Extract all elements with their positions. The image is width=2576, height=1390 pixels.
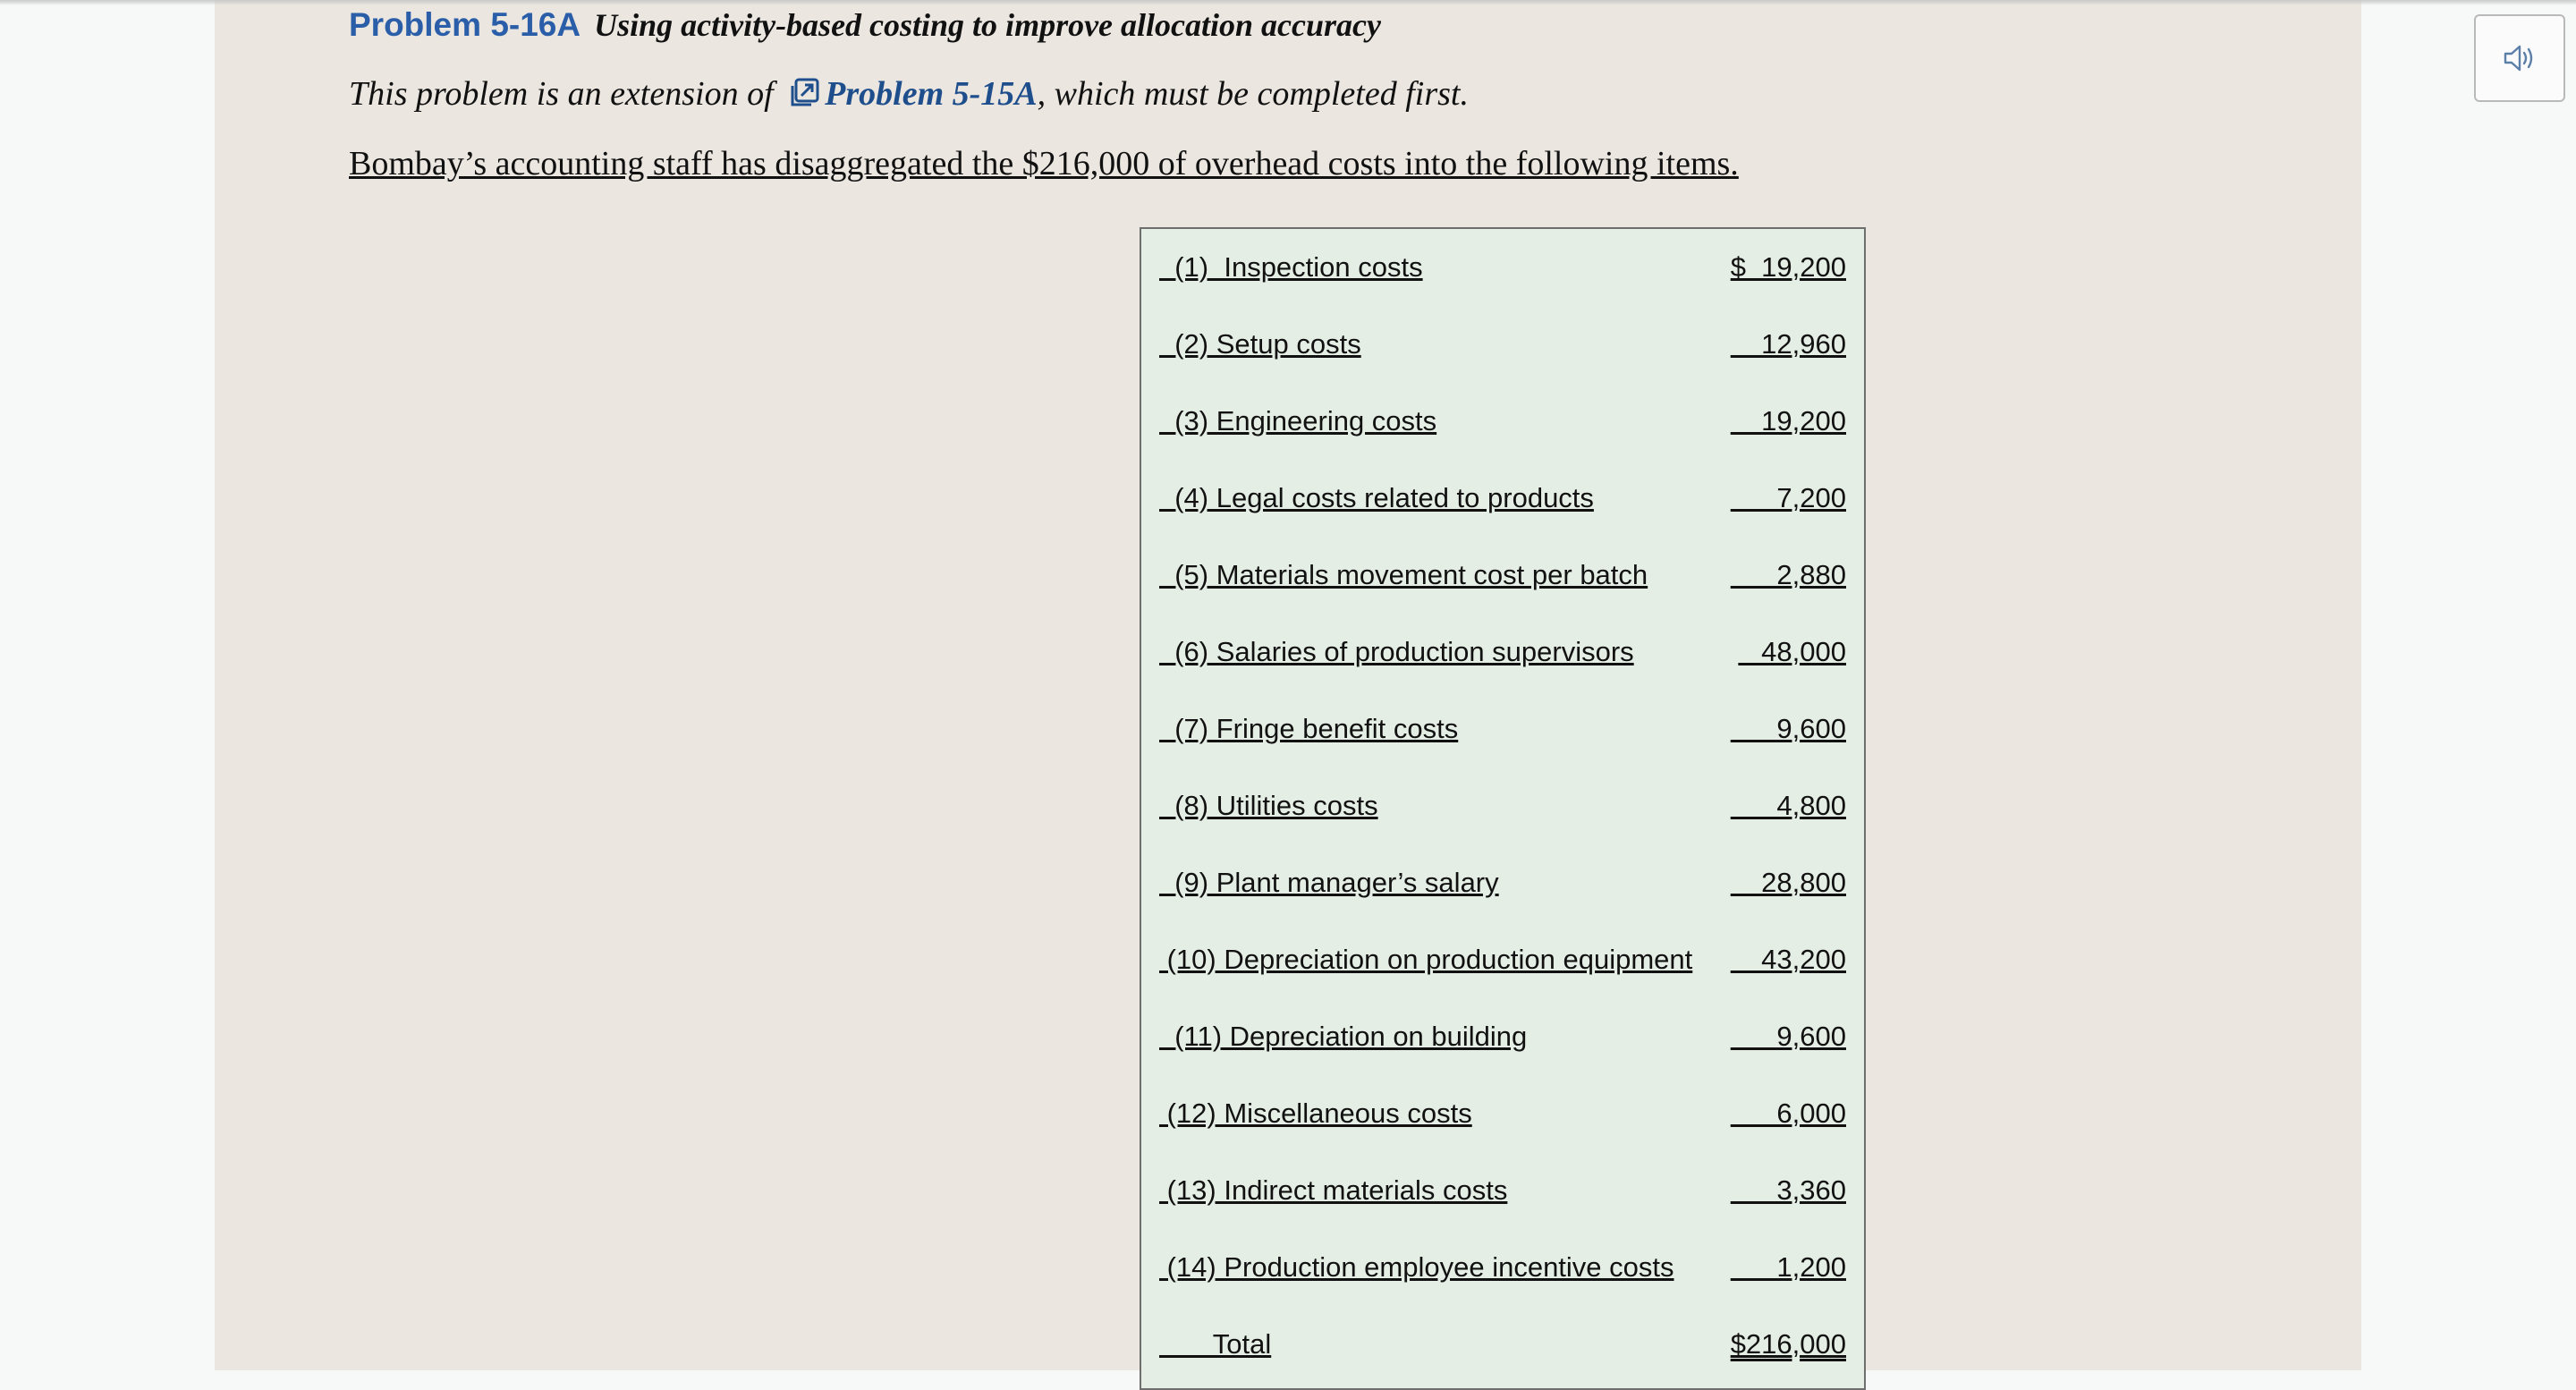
cost-item-amount: 3,360 xyxy=(1730,1174,1846,1206)
overhead-cost-table xyxy=(1140,227,1866,1390)
cost-item-label: (11) Depreciation on building xyxy=(1159,1021,1528,1052)
cost-item-amount: 6,000 xyxy=(1730,1098,1846,1129)
top-shadow xyxy=(0,0,2576,5)
cost-item-label: (12) Miscellaneous costs xyxy=(1159,1098,1472,1129)
cost-item-amount: 43,200 xyxy=(1730,944,1846,975)
cost-item-label: (10) Depreciation on production equipment xyxy=(1159,944,1693,975)
problem-5-15a-link[interactable]: Problem 5-15A xyxy=(825,75,1038,113)
cost-item-label: (9) Plant manager’s salary xyxy=(1159,867,1499,898)
cost-item-label: (2) Setup costs xyxy=(1159,328,1361,360)
cost-item-amount: 7,200 xyxy=(1730,482,1846,513)
cost-item-row xyxy=(1141,691,1864,767)
intro-text xyxy=(349,73,1469,114)
problem-number: Problem 5-16A xyxy=(349,6,581,43)
cost-item-row xyxy=(1141,306,1864,383)
cost-item-row xyxy=(1141,998,1864,1075)
problem-title: Using activity-based costing to improve allocation accuracy xyxy=(594,7,1381,43)
cost-item-amount: 9,600 xyxy=(1730,1021,1846,1052)
cost-item-row xyxy=(1141,383,1864,460)
cost-item-row xyxy=(1141,844,1864,921)
intro-before: This problem is an extension of xyxy=(349,75,783,113)
cost-item-amount: 28,800 xyxy=(1730,867,1846,898)
intro-after: , which must be completed first. xyxy=(1037,75,1469,113)
cost-item-label: (14) Production employee incentive costs xyxy=(1159,1251,1674,1283)
cost-item-row xyxy=(1141,1152,1864,1229)
cost-item-amount: 48,000 xyxy=(1738,636,1846,667)
total-amount: $216,000 xyxy=(1730,1328,1846,1360)
cost-item-label: (5) Materials movement cost per batch xyxy=(1159,559,1648,590)
cost-item-row xyxy=(1141,537,1864,614)
problem-heading xyxy=(349,5,1381,45)
cost-item-amount: 2,880 xyxy=(1730,559,1846,590)
cost-item-amount: 9,600 xyxy=(1730,713,1846,744)
cost-item-row xyxy=(1141,460,1864,537)
cost-item-label: (3) Engineering costs xyxy=(1159,405,1437,436)
cost-item-amount: 4,800 xyxy=(1730,790,1846,821)
external-link-icon[interactable] xyxy=(789,77,819,107)
speaker-icon xyxy=(2502,43,2538,73)
cost-item-amount: $ 19,200 xyxy=(1730,251,1846,283)
cost-item-label: (13) Indirect materials costs xyxy=(1159,1174,1508,1206)
cost-item-amount: 19,200 xyxy=(1730,405,1846,436)
cost-item-row xyxy=(1141,1229,1864,1306)
audio-button[interactable] xyxy=(2474,14,2565,102)
total-label: Total xyxy=(1159,1328,1272,1360)
cost-item-label: (8) Utilities costs xyxy=(1159,790,1378,821)
total-row xyxy=(1141,1306,1864,1383)
cost-item-label: (6) Salaries of production supervisors xyxy=(1159,636,1634,667)
cost-item-row xyxy=(1141,767,1864,844)
cost-item-label: (1) Inspection costs xyxy=(1159,251,1423,283)
cost-item-row xyxy=(1141,921,1864,998)
problem-page xyxy=(215,0,2361,1370)
cost-item-row xyxy=(1141,229,1864,306)
cost-item-label: (7) Fringe benefit costs xyxy=(1159,713,1459,744)
cost-item-amount: 1,200 xyxy=(1730,1251,1846,1283)
cost-item-row xyxy=(1141,614,1864,691)
cost-item-amount: 12,960 xyxy=(1730,328,1846,360)
overhead-statement: Bombay’s accounting staff has disaggregated the $216,000 of overhead costs into the following items. xyxy=(349,145,1739,182)
cost-item-row xyxy=(1141,1075,1864,1152)
cost-item-label: (4) Legal costs related to products xyxy=(1159,482,1594,513)
